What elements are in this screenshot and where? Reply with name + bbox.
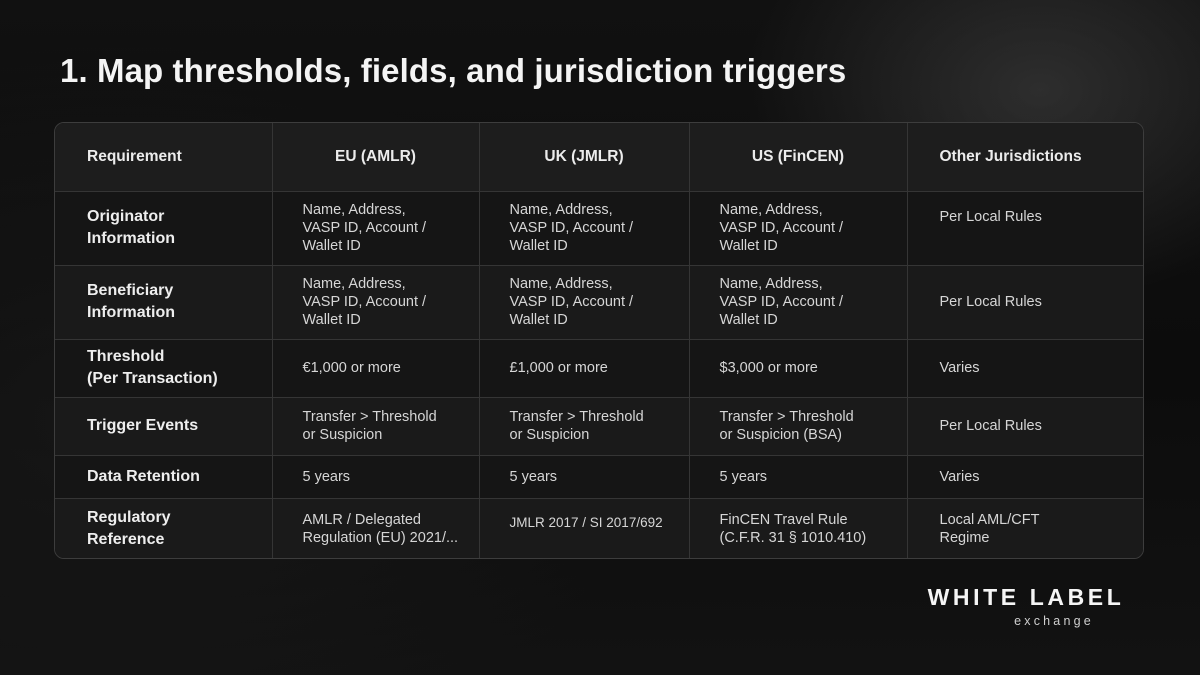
uk-cell [479, 397, 689, 455]
us-cell [689, 191, 907, 265]
cell-line: Wallet ID [509, 312, 568, 328]
cell-line: (C.F.R. 31 § 1010.410) [719, 530, 867, 547]
cell-line: FinCEN Travel Rule [719, 512, 848, 529]
logo-wordmark: WHITE LABEL [927, 584, 1125, 610]
us-cell [689, 498, 907, 559]
other-cell [907, 498, 1144, 559]
eu-cell [272, 397, 479, 455]
cell-line: Name, Address, [719, 276, 823, 292]
cell-line: Varies [939, 468, 980, 485]
cell-line: Wallet ID [509, 238, 568, 254]
cell-line: Reference [87, 531, 165, 549]
cell-line: Wallet ID [719, 238, 778, 254]
cell-line: 5 years [302, 468, 351, 485]
logo-tagline: exchange [1014, 614, 1094, 628]
other-cell [907, 455, 1144, 498]
cell-line: VASP ID, Account / [509, 294, 634, 310]
cell-line: Per Local Rules [939, 208, 1042, 225]
cell-line: Per Local Rules [939, 418, 1042, 434]
header-uk: UK (JMLR) [479, 123, 689, 191]
cell-line: Regime [939, 530, 990, 547]
cell-line: €1,000 or more [302, 360, 401, 376]
cell-line: or Suspicion (BSA) [719, 427, 842, 443]
table-row-regulatory-reference [55, 498, 1144, 559]
us-cell [689, 455, 907, 498]
table-row-trigger-events [55, 397, 1144, 455]
cell-line: Transfer > Threshold [509, 409, 644, 425]
uk-cell [479, 265, 689, 339]
cell-line: Wallet ID [719, 312, 778, 328]
requirement-cell [55, 455, 272, 498]
cell-line: or Suspicion [302, 427, 383, 443]
header-eu: EU (AMLR) [272, 123, 479, 191]
cell-line: Information [87, 230, 175, 247]
uk-cell [479, 455, 689, 498]
cell-line: Name, Address, [302, 276, 406, 292]
cell-line: VASP ID, Account / [509, 220, 634, 236]
cell-line: Wallet ID [302, 238, 361, 254]
eu-cell [272, 265, 479, 339]
requirement-cell [55, 498, 272, 559]
cell-line: or Suspicion [509, 427, 590, 443]
requirement-cell [55, 191, 272, 265]
cell-line: Information [87, 304, 175, 321]
eu-cell [272, 498, 479, 559]
cell-line: VASP ID, Account / [719, 294, 844, 310]
requirement-cell [55, 265, 272, 339]
cell-line: Name, Address, [509, 276, 613, 292]
eu-cell [272, 455, 479, 498]
table-row-threshold [55, 339, 1144, 397]
cell-line: Varies [939, 360, 980, 376]
jurisdiction-requirements-table [54, 122, 1144, 559]
cell-line: Name, Address, [302, 202, 406, 218]
slide-title: 1. Map thresholds, fields, and jurisdiction triggers [60, 52, 847, 89]
cell-line: Name, Address, [509, 202, 613, 218]
table-row-beneficiary-information [55, 265, 1144, 339]
cell-line: VASP ID, Account / [302, 294, 427, 310]
cell-line: £1,000 or more [509, 360, 608, 376]
cell-line: VASP ID, Account / [302, 220, 427, 236]
cell-line: AMLR / Delegated [302, 512, 421, 529]
cell-line: Beneficiary [87, 282, 174, 299]
cell-line: Per Local Rules [939, 294, 1042, 310]
header-us: US (FinCEN) [689, 123, 907, 191]
white-label-exchange-logo [905, 584, 1147, 628]
us-cell [689, 397, 907, 455]
other-cell [907, 397, 1144, 455]
us-cell [689, 339, 907, 397]
cell-line: Transfer > Threshold [719, 409, 854, 425]
cell-line: Local AML/CFT [939, 512, 1040, 529]
cell-line: Transfer > Threshold [302, 409, 437, 425]
requirement-cell [55, 339, 272, 397]
other-cell [907, 265, 1144, 339]
other-cell [907, 339, 1144, 397]
eu-cell [272, 339, 479, 397]
cell-line: JMLR 2017 / SI 2017/692 [509, 514, 663, 530]
table-row-data-retention [55, 455, 1144, 498]
cell-line: Name, Address, [719, 202, 823, 218]
cell-line: 5 years [509, 468, 558, 485]
cell-line: Originator [87, 208, 165, 225]
requirement-cell [55, 397, 272, 455]
cell-line: VASP ID, Account / [719, 220, 844, 236]
us-cell [689, 265, 907, 339]
cell-line: Regulation (EU) 2021/... [302, 530, 459, 547]
uk-cell [479, 339, 689, 397]
cell-line: Wallet ID [302, 312, 361, 328]
cell-line: Trigger Events [87, 417, 199, 434]
table-row-originator-information [55, 191, 1144, 265]
cell-line: $3,000 or more [719, 360, 818, 376]
header-other-jurisdictions: Other Jurisdictions [907, 123, 1144, 191]
cell-line: Data Retention [87, 467, 200, 485]
other-cell [907, 191, 1144, 265]
eu-cell [272, 191, 479, 265]
table-header-row [55, 123, 1144, 191]
cell-line: 5 years [719, 468, 768, 485]
cell-line: (Per Transaction) [87, 370, 218, 387]
uk-cell [479, 191, 689, 265]
header-requirement: Requirement [55, 123, 272, 191]
uk-cell [479, 498, 689, 559]
cell-line: Regulatory [87, 509, 171, 527]
cell-line: Threshold [87, 348, 165, 365]
